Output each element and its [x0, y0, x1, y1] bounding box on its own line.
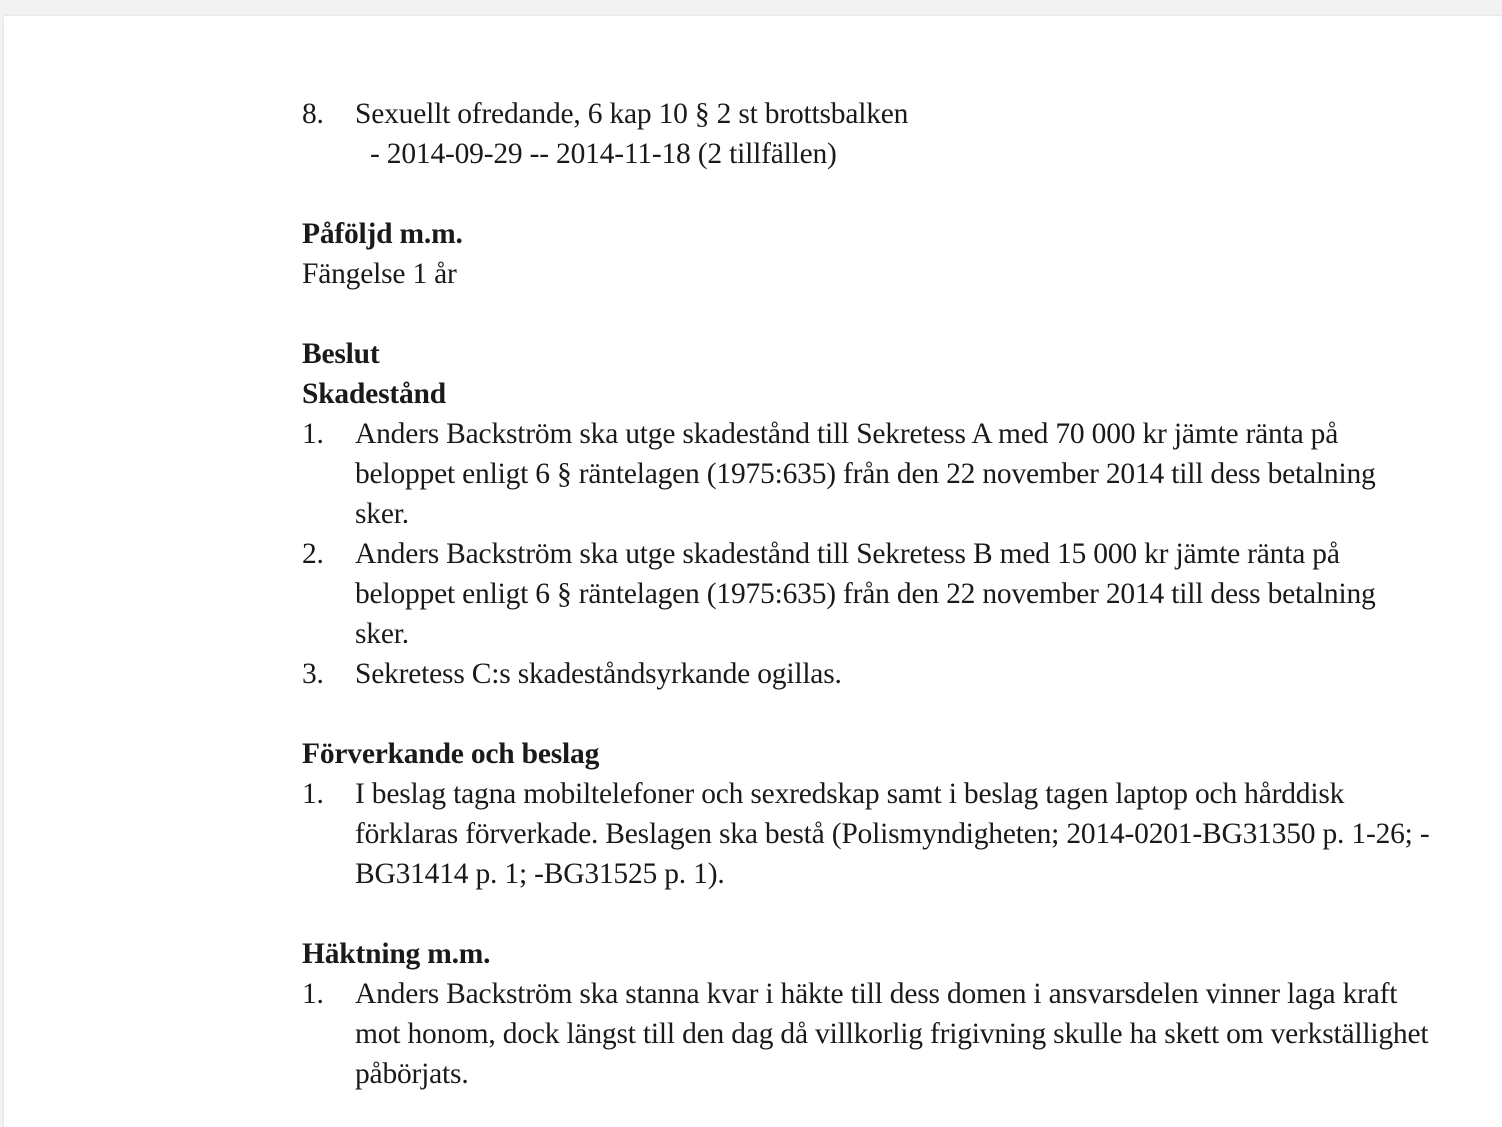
offense-dates: - 2014-09-29 -- 2014-11-18 (2 tillfällen) [370, 138, 837, 170]
damages-heading: Skadestånd [302, 378, 446, 410]
detention-heading: Häktning m.m. [302, 938, 491, 970]
item-text: Anders Backström ska utge skadestånd till Sekretess A med 70 000 kr jämte ränta på beloppet enligt 6 § räntelagen (1975:635) från den 22 november 2014 till dess betalning sker. [355, 418, 1376, 530]
damages-item [302, 534, 1432, 654]
detention-item [302, 974, 1432, 1094]
spacer [302, 694, 1432, 734]
item-number: 1. [302, 778, 324, 810]
document-content [302, 94, 1432, 1094]
damages-item [302, 654, 1432, 694]
decision-heading: Beslut [302, 338, 380, 370]
spacer [302, 174, 1432, 214]
item-number: 1. [302, 418, 324, 450]
spacer [302, 894, 1432, 934]
offense-text: Sexuellt ofredande, 6 kap 10 § 2 st brottsbalken [355, 98, 909, 130]
sanction-heading: Påföljd m.m. [302, 218, 463, 250]
offense-number: 8. [302, 98, 324, 130]
spacer [302, 294, 1432, 334]
item-number: 3. [302, 658, 324, 690]
document-page [4, 16, 1502, 1127]
offense-item [302, 94, 1432, 134]
item-text: I beslag tagna mobiltelefoner och sexredskap samt i beslag tagen laptop och hårddisk förklaras förverkade. Beslagen ska bestå (Polismyndigheten; 2014-0201-BG31350 p. 1-26; -BG31414 p. 1; -BG31525 p. 1). [355, 778, 1430, 890]
item-text: Anders Backström ska stanna kvar i häkte till dess domen i ansvarsdelen vinner laga kraft mot honom, dock längst till den dag då villkorlig frigivning skulle ha skett om verkställighet påbörjats. [355, 978, 1429, 1090]
item-number: 2. [302, 538, 324, 570]
damages-item [302, 414, 1432, 534]
sanction-text: Fängelse 1 år [302, 258, 457, 290]
item-number: 1. [302, 978, 324, 1010]
item-text: Sekretess C:s skadeståndsyrkande ogillas. [355, 658, 842, 690]
forfeiture-heading: Förverkande och beslag [302, 738, 600, 770]
item-text: Anders Backström ska utge skadestånd till Sekretess B med 15 000 kr jämte ränta på beloppet enligt 6 § räntelagen (1975:635) från den 22 november 2014 till dess betalning sker. [355, 538, 1376, 650]
forfeiture-item [302, 774, 1432, 894]
